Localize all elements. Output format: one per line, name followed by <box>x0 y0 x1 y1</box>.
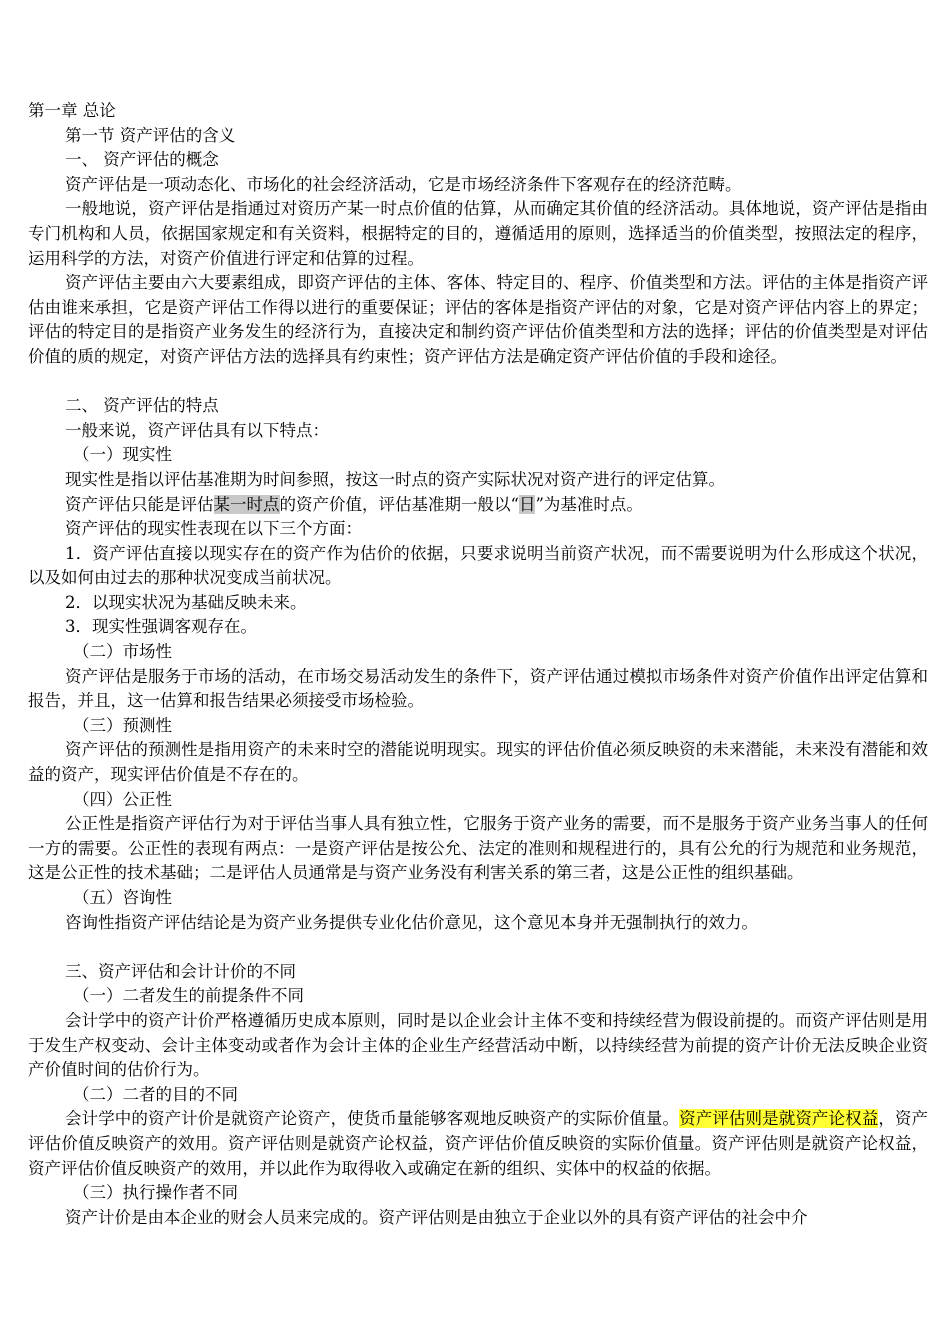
paragraph: 资产评估主要由六大要素组成，即资产评估的主体、客体、特定目的、程序、价值类型和方法。评估的主体是指资产评估由谁来承担，它是资产评估工作得以进行的重要保证；评估的客体是指资产评估的对象，它是对资产评估内容上的界定；评估的特定目的是指资产业务发生的经济行为，直接决定和制约资产评估价值类型和方法的选择；评估的价值类型是对评估价值的质的规定，对资产评估方法的选择具有约束性；资产评估方法是确定资产评估价值的手段和途径。 <box>28 273 928 366</box>
text-run: ”为基准时点。 <box>535 494 643 514</box>
text-run: 资产评估只能是评估 <box>65 494 214 514</box>
paragraph-highlighted <box>28 1107 928 1181</box>
blank-line <box>28 370 928 395</box>
heading-concept: 一、 资产评估的概念 <box>65 150 219 170</box>
paragraph: 会计学中的资产计价严格遵循历史成本原则，同时是以企业会计主体不变和持续经营为假设前提的。而资产评估则是用于发生产权变动、会计主体变动或者作为会计主体的企业生产经营活动中断，以持续经营为前提的资产计价无法反映企业资产价值时间的估价行为。 <box>28 1010 928 1080</box>
text-run: 的资产价值，评估基准期一般以“ <box>279 494 519 514</box>
document-body <box>28 99 928 1230</box>
paragraph: 公正性是指资产评估行为对于评估当事人具有独立性，它服务于资产业务的需要，而不是服务于资产业务当事人的任何一方的需要。公正性的表现有两点：一是资产评估是按公允、法定的准则和规程进行的，具有公允的行为规范和业务规范，这是公正性的技术基础；二是评估人员通常是与资产业务没有利害关系的第三者，这是公正性的组织基础。 <box>28 814 928 883</box>
paragraph: 咨询性指资产评估结论是为资产业务提供专业化估价意见，这个意见本身并无强制执行的效力。 <box>65 912 758 932</box>
paragraph: 一般来说，资产评估具有以下特点： <box>65 420 329 440</box>
text-run: ，资产评估价值反映资产的效用。资产评估则是就资产论权益，资产评估价值反映资的实际价值量。资产评估则是就资产论权益，资产评估价值反映资产的效用，并以此作为取得收入或确定在新的组织、实体中的权益的依据。 <box>28 1109 929 1178</box>
subheading: （二）市场性 <box>73 642 172 662</box>
numbered-item: 1．资产评估直接以现实存在的资产作为估价的依据，只要求说明当前资产状况，而不需要说明为什么形成这个状况，以及如何由过去的那种状况变成当前状况。 <box>28 543 928 588</box>
subheading: （三）执行操作者不同 <box>73 1183 238 1203</box>
paragraph: 现实性是指以评估基准期为时间参照，按这一时点的资产实际状况对资产进行的评定估算。 <box>65 469 725 489</box>
paragraph: 一般地说，资产评估是指通过对资历产某一时点价值的估算，从而确定其价值的经济活动。具体地说，资产评估是指由专门机构和人员，依据国家规定和有关资料，根据特定的目的，遵循适用的原则，选择适当的价值类型，按照法定的程序，运用科学的方法，对资产价值进行评定和估算的过程。 <box>28 199 928 268</box>
grey-highlight: 某一时点 <box>213 494 280 514</box>
subheading: （三）预测性 <box>73 715 172 735</box>
paragraph: 资产评估的预测性是指用资产的未来时空的潜能说明现实。现实的评估价值必须反映资的未来潜能，未来没有潜能和效益的资产，现实评估价值是不存在的。 <box>28 740 928 785</box>
subheading: （四）公正性 <box>73 789 172 809</box>
subheading: （一）现实性 <box>73 445 172 465</box>
grey-highlight: 日 <box>518 494 536 514</box>
text-run: 会计学中的资产计价是就资产论资产，使货币量能够客观地反映资产的实际价值量。 <box>65 1109 680 1129</box>
yellow-highlight: 资产评估则是就资产论权益 <box>679 1109 879 1129</box>
paragraph: 资产评估是一项动态化、市场化的社会经济活动，它是市场经济条件下客观存在的经济范畴。 <box>65 174 742 194</box>
paragraph: 资产计价是由本企业的财会人员来完成的。资产评估则是由独立于企业以外的具有资产评估的社会中介 <box>65 1207 808 1227</box>
heading-features: 二、 资产评估的特点 <box>65 396 219 416</box>
paragraph: 资产评估是服务于市场的活动，在市场交易活动发生的条件下，资产评估通过模拟市场条件对资产价值作出评定估算和报告，并且，这一估算和报告结果必须接受市场检验。 <box>28 666 928 711</box>
paragraph-highlighted <box>28 493 928 518</box>
subheading: （二）二者的目的不同 <box>73 1084 238 1104</box>
numbered-item: 3．现实性强调客观存在。 <box>65 617 257 637</box>
blank-line <box>28 935 928 960</box>
subheading: （一）二者发生的前提条件不同 <box>73 986 304 1006</box>
heading-comparison: 三、资产评估和会计计价的不同 <box>65 961 296 981</box>
section-title: 第一节 资产评估的含义 <box>65 125 236 145</box>
subheading: （五）咨询性 <box>73 888 172 907</box>
paragraph: 资产评估的现实性表现在以下三个方面： <box>65 519 362 539</box>
chapter-title: 第一章 总论 <box>28 101 116 120</box>
numbered-item: 2．以现实状况为基础反映未来。 <box>65 592 307 612</box>
